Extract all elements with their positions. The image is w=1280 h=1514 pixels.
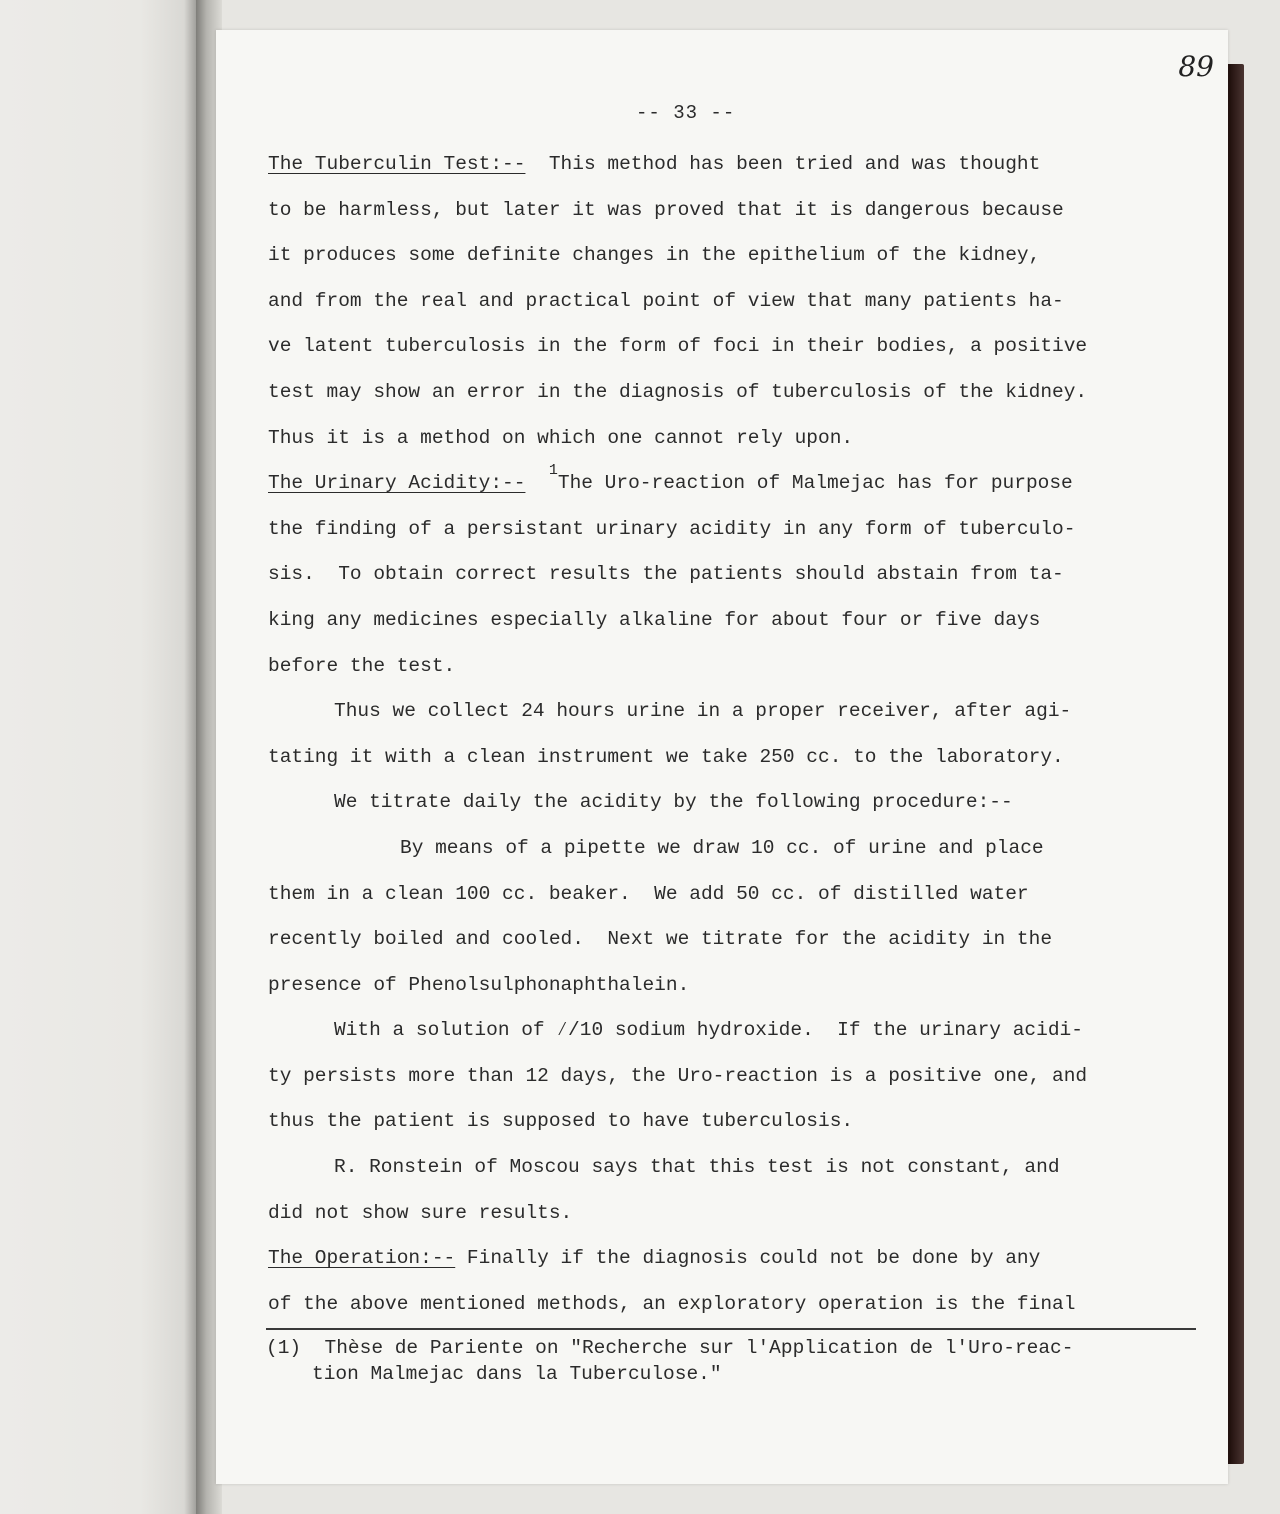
text-line: the finding of a persistant urinary acidity in any form of tuberculo- <box>268 517 1076 540</box>
footnote-line: tion Malmejac dans la Tuberculose." <box>312 1363 722 1385</box>
text-line: With a solution of ⁄/10 sodium hydroxide. If the urinary acidi- <box>334 1019 1083 1042</box>
text-line: ty persists more than 12 days, the Uro-reaction is a positive one, and <box>268 1064 1088 1087</box>
text-line: presence of Phenolsulphonaphthalein. <box>268 973 690 996</box>
text-line: Thus it is a method on which one cannot rely upon. <box>268 426 854 449</box>
text-line: thus the patient is supposed to have tuberculosis. <box>268 1110 854 1133</box>
section-heading-acidity: The Urinary Acidity:-- <box>268 472 526 495</box>
footnote <box>266 1335 1196 1387</box>
text-line: before the test. <box>268 654 456 677</box>
text-line: them in a clean 100 cc. beaker. We add 50 cc. of distilled water <box>268 882 1029 905</box>
text-line: king any medicines especially alkaline for about four or five days <box>268 608 1041 631</box>
text-line: By means of a pipette we draw 10 cc. of urine and place <box>400 836 1044 859</box>
text-line: R. Ronstein of Moscou says that this test is not constant, and <box>334 1156 1060 1179</box>
text-line: Thus we collect 24 hours urine in a proper receiver, after agi- <box>334 700 1072 723</box>
footnote-line: (1) Thèse de Pariente on "Recherche sur l'Application de l'Uro-reac- <box>266 1337 1074 1359</box>
footnote-marker: 1 <box>548 462 558 480</box>
text-line: did not show sure results. <box>268 1201 573 1224</box>
text-line: The Operation:-- Finally if the diagnosis could not be done by any <box>268 1247 1041 1270</box>
page-number: -- 33 -- <box>636 102 736 124</box>
document-page <box>216 30 1228 1484</box>
text-line: The Urinary Acidity:-- $^1$The Uro-reaction of Malmejac has for purpose <box>268 462 1073 495</box>
text-line: We titrate daily the acidity by the following procedure:-- <box>334 791 1013 814</box>
text-line: it produces some definite changes in the epithelium of the kidney, <box>268 244 1041 267</box>
facing-page <box>0 0 200 1514</box>
text-line: test may show an error in the diagnosis of tuberculosis of the kidney. <box>268 380 1088 403</box>
footnote-rule <box>266 1328 1196 1330</box>
text-line: ve latent tuberculosis in the form of foci in their bodies, a positive <box>268 335 1088 358</box>
text-line: sis. To obtain correct results the patients should abstain from ta- <box>268 563 1064 586</box>
text-line: to be harmless, but later it was proved that it is dangerous because <box>268 198 1064 221</box>
text-line: of the above mentioned methods, an exploratory operation is the final <box>268 1292 1076 1315</box>
text-line: tating it with a clean instrument we take 250 cc. to the laboratory. <box>268 745 1064 768</box>
section-heading-operation: The Operation:-- <box>268 1247 456 1270</box>
handwritten-page-number: 89 <box>1178 50 1214 83</box>
body-text <box>268 142 1198 1327</box>
text-line: and from the real and practical point of view that many patients ha- <box>268 289 1064 312</box>
text-line: recently boiled and cooled. Next we titrate for the acidity in the <box>268 928 1053 951</box>
text-line: The Tuberculin Test:-- This method has been tried and was thought <box>268 153 1041 175</box>
section-heading-tuberculin: The Tuberculin Test:-- <box>268 153 526 175</box>
